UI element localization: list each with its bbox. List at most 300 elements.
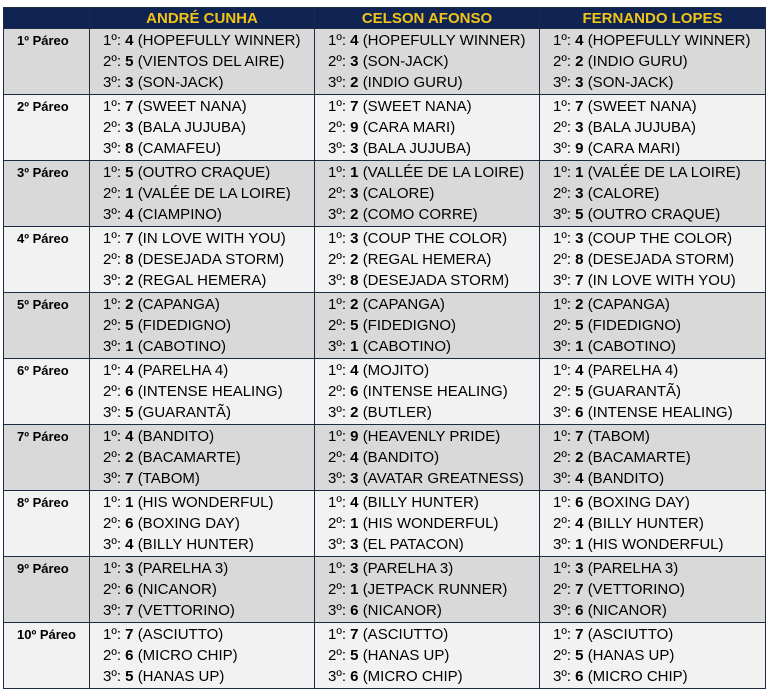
horse-name: (HOPEFULLY WINNER): [362, 32, 526, 49]
horse-number: 2: [575, 449, 584, 466]
pick-cell: [90, 293, 315, 359]
pick-cell: [315, 491, 540, 557]
race-label: 8º Páreo: [4, 491, 90, 557]
horse-number: 2: [350, 404, 359, 421]
pick-line: [315, 117, 539, 138]
horse-number: 3: [350, 140, 359, 157]
horse-number: 7: [350, 626, 359, 643]
pick-cell: [315, 161, 540, 227]
horse-number: 1: [575, 164, 584, 181]
horse-name: (INTENSE HEALING): [362, 383, 508, 400]
pick-position: 3º:: [553, 74, 571, 91]
pick-line: [315, 30, 539, 51]
horse-name: (ASCIUTTO): [362, 626, 449, 643]
horse-name: (FIDEDIGNO): [137, 317, 232, 334]
pick-position: 3º:: [328, 602, 346, 619]
pick-position: 2º:: [103, 581, 121, 598]
horse-number: 3: [350, 560, 359, 577]
pick-position: 2º:: [553, 647, 571, 664]
pick-cell: [315, 293, 540, 359]
pick-line: [540, 579, 765, 600]
pick-position: 1º:: [103, 296, 121, 313]
pick-line: [540, 336, 765, 357]
horse-number: 8: [125, 251, 134, 268]
pick-cell: [315, 29, 540, 95]
horse-name: (HIS WONDERFUL): [137, 494, 274, 511]
horse-number: 3: [575, 230, 584, 247]
pick-line: [540, 30, 765, 51]
horse-number: 5: [125, 53, 134, 70]
pick-cell: [90, 491, 315, 557]
pick-position: 1º:: [103, 428, 121, 445]
horse-name: (ASCIUTTO): [587, 626, 674, 643]
race-row: [4, 557, 766, 623]
pick-position: 1º:: [553, 428, 571, 445]
race-row: [4, 491, 766, 557]
horse-number: 5: [350, 317, 359, 334]
pick-line: [90, 162, 314, 183]
horse-number: 1: [350, 515, 359, 532]
horse-name: (MICRO CHIP): [362, 668, 463, 685]
horse-number: 3: [125, 560, 134, 577]
pick-line: [540, 228, 765, 249]
horse-number: 6: [125, 515, 134, 532]
pick-position: 1º:: [103, 98, 121, 115]
pick-position: 2º:: [553, 119, 571, 136]
race-label: 6º Páreo: [4, 359, 90, 425]
pick-line: [90, 624, 314, 645]
pick-position: 1º:: [328, 626, 346, 643]
horse-name: (NICANOR): [362, 602, 442, 619]
pick-position: 3º:: [553, 404, 571, 421]
pick-line: [90, 30, 314, 51]
pick-position: 2º:: [103, 515, 121, 532]
pick-line: [540, 360, 765, 381]
race-row: [4, 425, 766, 491]
horse-name: (CARA MARI): [362, 119, 456, 136]
pick-position: 1º:: [553, 230, 571, 247]
horse-name: (BALA JUJUBA): [137, 119, 247, 136]
pick-cell: [90, 29, 315, 95]
pick-position: 3º:: [328, 74, 346, 91]
horse-number: 1: [350, 164, 359, 181]
pick-line: [90, 513, 314, 534]
pick-line: [540, 294, 765, 315]
horse-name: (PARELHA 3): [362, 560, 454, 577]
horse-name: (PARELHA 4): [587, 362, 679, 379]
race-row: [4, 95, 766, 161]
horse-name: (OUTRO CRAQUE): [587, 206, 721, 223]
pick-line: [540, 513, 765, 534]
horse-number: 4: [575, 32, 584, 49]
horse-number: 3: [350, 53, 359, 70]
pick-position: 3º:: [553, 206, 571, 223]
horse-number: 2: [350, 74, 359, 91]
pick-position: 3º:: [328, 140, 346, 157]
horse-number: 6: [575, 602, 584, 619]
horse-name: (SON-JACK): [362, 53, 449, 70]
pick-line: [315, 96, 539, 117]
pick-line: [540, 600, 765, 621]
horse-name: (SWEET NANA): [137, 98, 247, 115]
picks-table: [3, 7, 766, 689]
pick-position: 2º:: [103, 53, 121, 70]
horse-name: (NICANOR): [137, 581, 217, 598]
horse-number: 3: [350, 536, 359, 553]
horse-name: (ASCIUTTO): [137, 626, 224, 643]
column-header-andre-cunha: ANDRÉ CUNHA: [90, 8, 315, 29]
race-row: [4, 161, 766, 227]
pick-line: [315, 468, 539, 489]
pick-position: 3º:: [103, 206, 121, 223]
pick-position: 2º:: [103, 383, 121, 400]
pick-position: 1º:: [103, 230, 121, 247]
pick-line: [540, 72, 765, 93]
horse-name: (VALLÉE DE LA LOIRE): [362, 164, 525, 181]
pick-position: 3º:: [103, 668, 121, 685]
horse-number: 6: [575, 404, 584, 421]
horse-number: 7: [125, 602, 134, 619]
horse-name: (BALA JUJUBA): [362, 140, 472, 157]
pick-position: 2º:: [553, 185, 571, 202]
horse-name: (VALÉE DE LA LOIRE): [587, 164, 741, 181]
pick-position: 3º:: [553, 470, 571, 487]
pick-position: 2º:: [103, 251, 121, 268]
horse-name: (BILLY HUNTER): [587, 515, 704, 532]
pick-line: [315, 447, 539, 468]
race-rows: [4, 29, 766, 689]
pick-position: 3º:: [328, 536, 346, 553]
pick-position: 2º:: [553, 251, 571, 268]
pick-line: [315, 666, 539, 687]
horse-name: (CABOTINO): [587, 338, 677, 355]
horse-number: 8: [350, 272, 359, 289]
pick-position: 2º:: [328, 317, 346, 334]
horse-name: (INDIO GURU): [587, 53, 688, 70]
race-row: [4, 623, 766, 689]
pick-position: 1º:: [328, 230, 346, 247]
pick-line: [315, 600, 539, 621]
pick-position: 1º:: [328, 164, 346, 181]
pick-line: [315, 402, 539, 423]
pick-line: [540, 426, 765, 447]
pick-position: 2º:: [553, 53, 571, 70]
horse-number: 5: [575, 383, 584, 400]
pick-position: 2º:: [328, 185, 346, 202]
pick-position: 1º:: [103, 32, 121, 49]
horse-number: 4: [350, 449, 359, 466]
horse-number: 4: [125, 32, 134, 49]
pick-position: 3º:: [103, 404, 121, 421]
race-label: 10º Páreo: [4, 623, 90, 689]
pick-cell: [540, 425, 766, 491]
pick-position: 2º:: [328, 515, 346, 532]
pick-cell: [540, 161, 766, 227]
horse-number: 3: [350, 185, 359, 202]
pick-position: 1º:: [328, 494, 346, 511]
horse-name: (VIENTOS DEL AIRE): [137, 53, 285, 70]
pick-position: 1º:: [103, 626, 121, 643]
horse-name: (VALÉE DE LA LOIRE): [137, 185, 291, 202]
horse-name: (COUP THE COLOR): [362, 230, 508, 247]
horse-number: 8: [125, 140, 134, 157]
pick-position: 3º:: [328, 470, 346, 487]
pick-line: [315, 624, 539, 645]
pick-line: [315, 360, 539, 381]
pick-position: 2º:: [103, 119, 121, 136]
pick-cell: [90, 161, 315, 227]
pick-position: 1º:: [553, 560, 571, 577]
horse-number: 5: [350, 647, 359, 664]
horse-name: (HIS WONDERFUL): [587, 536, 724, 553]
pick-line: [315, 72, 539, 93]
pick-position: 3º:: [553, 602, 571, 619]
horse-number: 1: [575, 536, 584, 553]
horse-number: 1: [350, 338, 359, 355]
pick-position: 1º:: [553, 626, 571, 643]
horse-number: 1: [125, 185, 134, 202]
pick-line: [90, 270, 314, 291]
pick-cell: [540, 293, 766, 359]
pick-line: [90, 579, 314, 600]
pick-line: [90, 468, 314, 489]
pick-line: [540, 492, 765, 513]
pick-line: [90, 447, 314, 468]
pick-line: [90, 138, 314, 159]
race-label: 7º Páreo: [4, 425, 90, 491]
pick-line: [90, 51, 314, 72]
pick-position: 3º:: [328, 272, 346, 289]
pick-position: 3º:: [103, 74, 121, 91]
pick-position: 2º:: [328, 251, 346, 268]
pick-position: 2º:: [103, 317, 121, 334]
horse-number: 8: [575, 251, 584, 268]
pick-position: 3º:: [328, 404, 346, 421]
horse-name: (CARA MARI): [587, 140, 681, 157]
horse-number: 2: [350, 251, 359, 268]
horse-number: 4: [125, 428, 134, 445]
horse-name: (COUP THE COLOR): [587, 230, 733, 247]
pick-cell: [90, 359, 315, 425]
horse-name: (INTENSE HEALING): [137, 383, 283, 400]
horse-number: 3: [575, 74, 584, 91]
horse-number: 1: [125, 338, 134, 355]
pick-line: [540, 51, 765, 72]
pick-position: 2º:: [553, 515, 571, 532]
pick-position: 2º:: [328, 449, 346, 466]
horse-number: 4: [350, 32, 359, 49]
horse-number: 3: [125, 74, 134, 91]
horse-number: 1: [575, 338, 584, 355]
pick-line: [90, 294, 314, 315]
pick-line: [90, 315, 314, 336]
pick-line: [90, 666, 314, 687]
race-label: 5º Páreo: [4, 293, 90, 359]
horse-number: 6: [125, 581, 134, 598]
pick-line: [315, 336, 539, 357]
horse-name: (VETTORINO): [587, 581, 685, 598]
pick-position: 1º:: [553, 296, 571, 313]
horse-number: 9: [350, 119, 359, 136]
horse-name: (IN LOVE WITH YOU): [587, 272, 736, 289]
horse-name: (CAMAFEU): [137, 140, 222, 157]
horse-name: (PARELHA 3): [137, 560, 229, 577]
horse-name: (TABOM): [587, 428, 650, 445]
horse-name: (BANDITO): [137, 428, 215, 445]
horse-number: 4: [125, 536, 134, 553]
pick-position: 3º:: [103, 338, 121, 355]
horse-name: (HANAS UP): [587, 647, 675, 664]
horse-number: 9: [350, 428, 359, 445]
horse-name: (BILLY HUNTER): [362, 494, 479, 511]
pick-position: 2º:: [328, 647, 346, 664]
pick-position: 3º:: [103, 536, 121, 553]
horse-number: 2: [575, 53, 584, 70]
column-header-celson-afonso: CELSON AFONSO: [315, 8, 540, 29]
horse-name: (NICANOR): [587, 602, 667, 619]
horse-name: (MICRO CHIP): [137, 647, 238, 664]
pick-line: [540, 270, 765, 291]
pick-line: [315, 270, 539, 291]
pick-line: [315, 558, 539, 579]
pick-cell: [540, 557, 766, 623]
horse-number: 4: [125, 206, 134, 223]
header-corner: [4, 8, 90, 29]
horse-name: (DESEJADA STORM): [587, 251, 735, 268]
pick-position: 3º:: [553, 536, 571, 553]
horse-name: (BANDITO): [587, 470, 665, 487]
horse-number: 6: [575, 668, 584, 685]
pick-position: 1º:: [328, 560, 346, 577]
horse-name: (OUTRO CRAQUE): [137, 164, 271, 181]
pick-position: 1º:: [103, 164, 121, 181]
pick-line: [315, 249, 539, 270]
horse-name: (GUARANTÃ): [137, 404, 232, 421]
pick-position: 1º:: [103, 494, 121, 511]
pick-line: [540, 315, 765, 336]
pick-line: [540, 117, 765, 138]
pick-line: [315, 426, 539, 447]
pick-line: [540, 183, 765, 204]
pick-cell: [315, 623, 540, 689]
pick-cell: [540, 95, 766, 161]
race-row: [4, 293, 766, 359]
pick-line: [315, 315, 539, 336]
horse-number: 6: [125, 647, 134, 664]
horse-number: 7: [125, 626, 134, 643]
pick-position: 1º:: [328, 32, 346, 49]
column-header-fernando-lopes: FERNANDO LOPES: [540, 8, 766, 29]
horse-name: (CALORE): [362, 185, 435, 202]
pick-position: 2º:: [328, 119, 346, 136]
horse-number: 4: [350, 362, 359, 379]
pick-line: [90, 381, 314, 402]
horse-number: 7: [575, 581, 584, 598]
pick-line: [315, 381, 539, 402]
horse-number: 4: [575, 470, 584, 487]
pick-position: 2º:: [553, 317, 571, 334]
horse-name: (INDIO GURU): [362, 74, 463, 91]
pick-cell: [315, 227, 540, 293]
pick-cell: [90, 425, 315, 491]
horse-name: (JETPACK RUNNER): [362, 581, 508, 598]
pick-cell: [540, 491, 766, 557]
pick-position: 3º:: [553, 140, 571, 157]
horse-number: 5: [125, 404, 134, 421]
pick-line: [315, 162, 539, 183]
pick-cell: [540, 29, 766, 95]
horse-name: (PARELHA 3): [587, 560, 679, 577]
pick-line: [540, 249, 765, 270]
horse-name: (PARELHA 4): [137, 362, 229, 379]
horse-number: 3: [350, 230, 359, 247]
pick-line: [540, 138, 765, 159]
pick-cell: [540, 227, 766, 293]
pick-cell: [315, 425, 540, 491]
horse-name: (MICRO CHIP): [587, 668, 688, 685]
horse-name: (HANAS UP): [362, 647, 450, 664]
horse-name: (HANAS UP): [137, 668, 225, 685]
pick-position: 1º:: [553, 494, 571, 511]
pick-cell: [90, 95, 315, 161]
pick-position: 1º:: [103, 560, 121, 577]
horse-name: (BUTLER): [362, 404, 432, 421]
pick-line: [90, 558, 314, 579]
horse-number: 6: [350, 668, 359, 685]
horse-name: (SWEET NANA): [362, 98, 472, 115]
horse-number: 7: [575, 98, 584, 115]
race-label: 2º Páreo: [4, 95, 90, 161]
horse-name: (HIS WONDERFUL): [362, 515, 499, 532]
race-label: 3º Páreo: [4, 161, 90, 227]
pick-cell: [540, 623, 766, 689]
pick-position: 1º:: [553, 164, 571, 181]
horse-number: 7: [575, 626, 584, 643]
horse-name: (FIDEDIGNO): [587, 317, 682, 334]
pick-line: [315, 138, 539, 159]
horse-name: (INTENSE HEALING): [587, 404, 733, 421]
horse-number: 7: [350, 98, 359, 115]
horse-number: 7: [125, 230, 134, 247]
pick-line: [540, 381, 765, 402]
horse-number: 3: [575, 119, 584, 136]
horse-number: 3: [125, 119, 134, 136]
horse-number: 4: [125, 362, 134, 379]
horse-name: (CABOTINO): [362, 338, 452, 355]
horse-name: (EL PATACON): [362, 536, 464, 553]
pick-position: 1º:: [328, 98, 346, 115]
horse-name: (SON-JACK): [137, 74, 224, 91]
horse-number: 1: [350, 581, 359, 598]
horse-name: (DESEJADA STORM): [137, 251, 285, 268]
pick-position: 2º:: [553, 581, 571, 598]
horse-name: (BOXING DAY): [137, 515, 240, 532]
horse-number: 2: [575, 296, 584, 313]
pick-cell: [90, 227, 315, 293]
pick-position: 1º:: [328, 296, 346, 313]
horse-number: 4: [350, 494, 359, 511]
pick-position: 1º:: [103, 362, 121, 379]
pick-line: [90, 534, 314, 555]
race-row: [4, 29, 766, 95]
pick-line: [540, 204, 765, 225]
horse-name: (CALORE): [587, 185, 660, 202]
pick-line: [315, 534, 539, 555]
pick-cell: [540, 359, 766, 425]
horse-name: (CIAMPINO): [137, 206, 222, 223]
horse-number: 6: [350, 602, 359, 619]
pick-position: 3º:: [103, 470, 121, 487]
